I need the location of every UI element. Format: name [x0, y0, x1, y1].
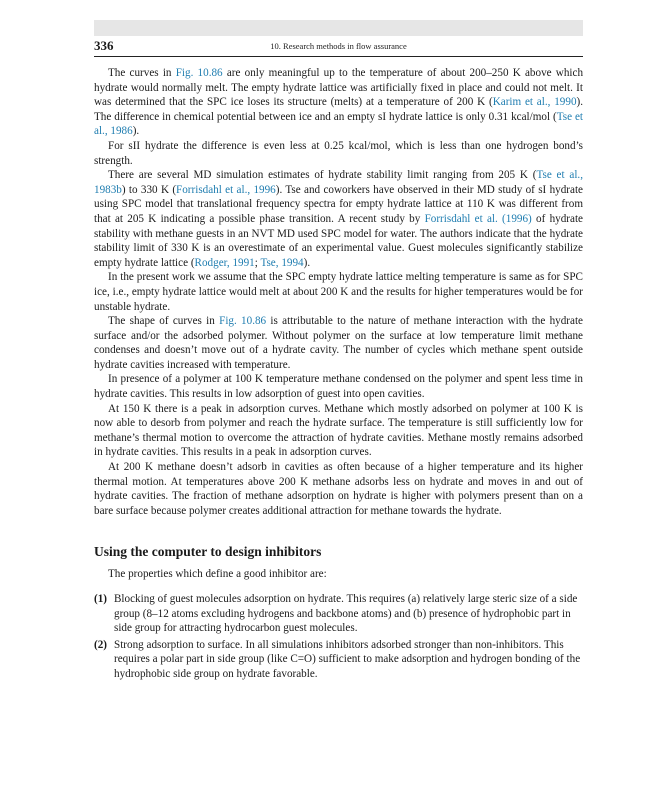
- list-marker: (1): [94, 593, 107, 605]
- reference-link[interactable]: Tse et al., 1986: [94, 110, 583, 138]
- body-text: [94, 66, 583, 684]
- paragraph-text: The shape of curves in: [108, 315, 220, 328]
- paragraph-text: ).: [303, 256, 311, 269]
- paragraph-list: [94, 66, 583, 518]
- paragraph-text: For sII hydrate the difference is even less at 0.25 kcal/mol, which is less than one hydrogen bond’s strength.: [94, 139, 583, 167]
- paragraph: [94, 314, 583, 372]
- reference-link[interactable]: Forrisdahl et al., 1996: [176, 183, 276, 196]
- paragraph: [94, 168, 583, 270]
- paragraph: [94, 270, 583, 314]
- reference-link[interactable]: Tse et al., 1983b: [94, 169, 583, 196]
- paragraph-text: In the present work we assume that the SPC empty hydrate lattice melting temperature is same as for SPC ice, i.e., empty hydrate lattice would melt at about 200 K and the results for higher temperatures would be for unstable hydrate.: [94, 271, 583, 313]
- paragraph: [94, 66, 583, 139]
- reference-link[interactable]: Tse, 1994: [260, 256, 304, 269]
- list-item: [94, 592, 583, 636]
- paragraph: [94, 139, 583, 168]
- paragraph: [94, 372, 583, 401]
- paragraph-text: ). Tse and coworkers have observed in their MD study of sI hydrate using SPC model that translational frequency spectra for empty hydrate lattice at 110 K was different from that at 205 K indicating a possible phase transition. A recent study by: [94, 183, 583, 225]
- paragraph-text: At 200 K methane doesn’t adsorb in cavities as often because of a higher temperature and its higher thermal motion. At temperatures above 200 K methane adsorbs less on hydrate and moves in and out of hydrate cavities. The fraction of methane adsorption on hydrate is higher with polymers present than on a bare surface because polymer creates additional attraction for methane towards the hydrate.: [94, 461, 583, 517]
- list-item-text: Blocking of guest molecules adsorption on hydrate. This requires (a) relatively large steric size of a side group (8–12 atoms excluding hydrogens and backbone atoms) and (b) presence of hydrophobic part in side group for attracting hydrocarbon guest molecules.: [114, 593, 578, 635]
- header-bar: [94, 20, 583, 36]
- reference-link[interactable]: Fig. 10.86: [175, 67, 223, 79]
- paragraph-text: There are several MD simulation estimates of hydrate stability limit ranging from 205 K (: [108, 169, 537, 182]
- paragraph-text: ). The difference in chemical potential between ice and an empty sI hydrate lattice is only 0.31 kcal/mol (: [94, 96, 584, 123]
- section-heading: Using the computer to design inhibitors: [94, 544, 322, 560]
- paragraph-text: ).: [132, 125, 140, 138]
- paragraph-text: ) to 330 K (: [121, 183, 177, 196]
- paragraph-text: ;: [254, 256, 261, 269]
- paragraph-text: The curves in: [108, 67, 176, 79]
- reference-link[interactable]: Forrisdahl et al. (1996): [424, 212, 532, 225]
- section-intro: The properties which define a good inhibitor are:: [108, 568, 327, 581]
- paragraph-text: At 150 K there is a peak in adsorption curves. Methane which mostly adsorbed on polymer at 100 K is now able to desorb from polymer and reach the hydrate surface. The temperature is still sufficiently low for methane’s thermal motion to overcome the attraction of hydrate cavities. Methane mostly remains adsorbed in hydrate cavities. This results in a peak in adsorption curves.: [94, 402, 583, 459]
- paragraph-text: In presence of a polymer at 100 K temperature methane condensed on the polymer and spent less time in hydrate cavities. This results in low adsorption of guest into open cavities.: [94, 373, 583, 401]
- page-header: [94, 38, 583, 57]
- paragraph: [94, 402, 583, 460]
- reference-link[interactable]: Rodger, 1991: [194, 256, 255, 269]
- page-number: 336: [94, 38, 114, 53]
- paragraph-text: of hydrate stability with methane guests in an NVT MD used SPC model for water. The authors indicate that the hydrate stability limit of 330 K is an overestimate of an experimental value. Guest molecules significantly stabilize empty hydrate lattice (: [94, 212, 583, 269]
- list-marker: (2): [94, 638, 107, 651]
- paragraph-text: are only meaningful up to the temperature of about 200–250 K above which hydrate would normally melt. The empty hydrate lattice was artificially fixed in place and could not melt. It was determined that the SPC ice loses its structure (melts) at a temperature of 200 K (: [94, 67, 584, 109]
- running-head: 10. Research methods in flow assurance: [270, 41, 407, 51]
- reference-link[interactable]: Fig. 10.86: [219, 315, 267, 328]
- paragraph: [94, 460, 583, 518]
- list-item-text: Strong adsorption to surface. In all simulations inhibitors adsorbed stronger than non-inhibitors. This requires a polar part in side group (like C=O) sufficient to make adsorption and hydrogen bonding of the hydrophobic side group on hydrate favorable.: [114, 638, 581, 680]
- list-item: [94, 638, 583, 682]
- paragraph-text: is attributable to the nature of methane interaction with the hydrate surface and/or the adsorbed polymer. Without polymer on the surface at low temperature limit methane condenses and doesn’t move out of a hydrate cavity. The number of cycles which methane spent outside hydrate cavities increased with temperature.: [94, 315, 583, 371]
- reference-link[interactable]: Karim et al., 1990: [492, 96, 577, 109]
